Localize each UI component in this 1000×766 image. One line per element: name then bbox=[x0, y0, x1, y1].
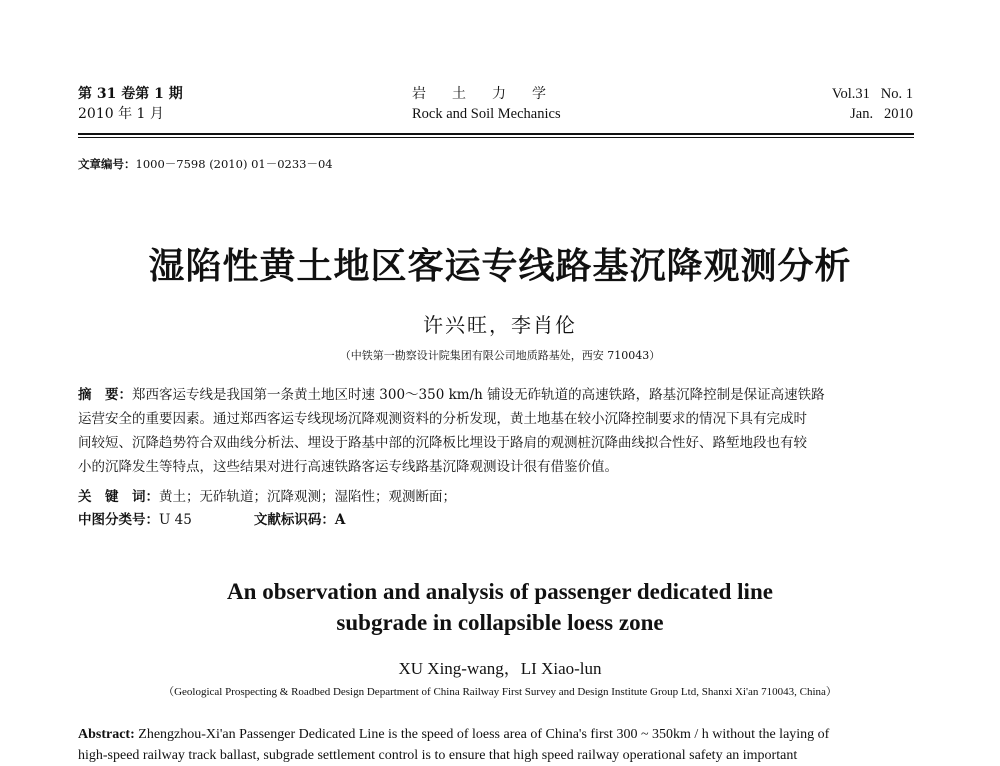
header-rule-thin bbox=[78, 137, 914, 138]
abstract-cn-line: 小的沉降发生等特点，这些结果对进行高速铁路客运专线路基沉降观测设计很有借鉴价值。 bbox=[78, 459, 618, 475]
keywords-label: 关 键 词： bbox=[78, 489, 159, 505]
abstract-cn bbox=[78, 383, 920, 479]
article-number-value: 1000－7598 (2010) 01－0233－04 bbox=[135, 157, 333, 171]
page-title-en-line2: subgrade in collapsible loess zone bbox=[336, 610, 664, 635]
abstract-en-line1: Zhengzhou-Xi'an Passenger Dedicated Line is the speed of loess area of China's first 300 ~ 350km / h without the laying of bbox=[138, 727, 830, 742]
doc-code-label: 文献标识码： bbox=[253, 512, 335, 528]
classification-label: 中图分类号： bbox=[78, 512, 159, 528]
affiliation-cn: （中铁第一勘察设计院集团有限公司地质路基处，西安 710043） bbox=[339, 349, 661, 362]
doc-code-value: A bbox=[334, 512, 346, 528]
authors-en: XU Xing-wang，LI Xiao-lun bbox=[398, 659, 602, 678]
header-rule-thick bbox=[78, 133, 914, 135]
date-en: Jan. 2010 bbox=[850, 106, 913, 122]
page-title-en bbox=[0, 576, 1000, 638]
abstract-en-line2: high-speed railway track ballast, subgrade settlement control is to ensure that high speed railway operational safety an important bbox=[78, 748, 798, 763]
affiliation-en: （Geological Prospecting & Roadbed Design Department of China Railway First Survey and Design Institute Group Ltd, Shanxi Xi'an 710043, China） bbox=[163, 686, 837, 698]
journal-title-cn: 岩土力学 bbox=[412, 86, 572, 102]
article-number bbox=[78, 156, 333, 172]
article-number-label: 文章编号： bbox=[78, 157, 136, 171]
date-cn: 2010 年 1 月 bbox=[78, 106, 164, 122]
page-title-en-line1: An observation and analysis of passenger dedicated line bbox=[227, 579, 773, 604]
authors-cn: 许兴旺，李肖伦 bbox=[423, 313, 577, 337]
abstract-cn-line: 间较短、沉降趋势符合双曲线分析法、埋设于路基中部的沉降板比埋设于路肩的观测桩沉降曲线拟合性好、路堑地段也有较 bbox=[78, 435, 807, 451]
abstract-cn-line: 运营安全的重要因素。通过郑西客运专线现场沉降观测资料的分析发现，黄土地基在较小沉降控制要求的情况下具有完成时 bbox=[78, 411, 807, 427]
keywords-cn bbox=[78, 485, 920, 509]
classification bbox=[78, 508, 920, 532]
abstract-en-label: Abstract: bbox=[78, 727, 135, 742]
page-title-cn: 湿陷性黄土地区客运专线路基沉降观测分析 bbox=[148, 246, 852, 287]
journal-title-en: Rock and Soil Mechanics bbox=[412, 106, 561, 122]
issue-cn: 第 31 卷第 1 期 bbox=[78, 86, 183, 102]
keywords-value: 黄土；无砟轨道；沉降观测；湿陷性；观测断面； bbox=[159, 489, 456, 505]
abstract-cn-label: 摘 要： bbox=[78, 387, 132, 403]
classification-value: U 45 bbox=[159, 512, 192, 528]
volume-en: Vol.31 No. 1 bbox=[831, 86, 913, 102]
abstract-cn-line: 摘 要：郑西客运专线是我国第一条黄土地区时速 300～350 km/h 铺设无砟轨道的高速铁路，路基沉降控制是保证高速铁路 bbox=[78, 387, 825, 403]
